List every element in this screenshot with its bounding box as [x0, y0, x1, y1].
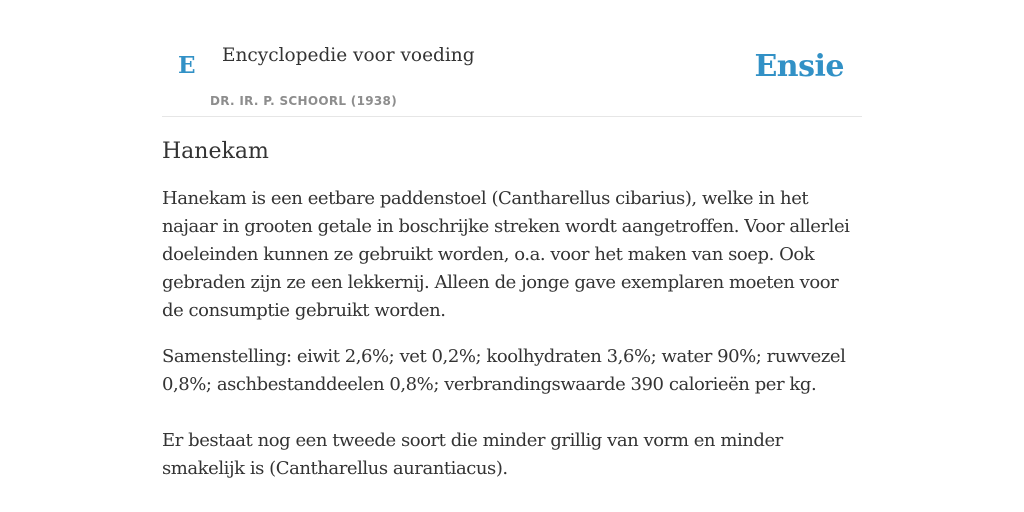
book-author: DR. IR. P. SCHOORL (1938)	[210, 94, 397, 108]
entry-paragraph: Hanekam is een eetbare paddenstoel (Cantharellus cibarius), welke in het najaar in grooten getale in boschrijke streken wordt aangetroffen. Voor allerlei doeleinden kunnen ze gebruikt worden, o.a. voor het maken van soep. Ook gebraden zijn ze een lekkernij. Alleen de jonge gave exemplaren moeten voor de consumptie gebruikt worden.	[162, 187, 850, 321]
book-title-link[interactable]: Encyclopedie voor voeding	[222, 45, 475, 66]
entry-paragraph: Er bestaat nog een tweede soort die minder grillig van vorm en minder smakelijk is (Cantharellus aurantiacus).	[162, 429, 783, 479]
entry-content	[162, 138, 862, 501]
ensie-logo-link[interactable]: Ensie	[754, 49, 844, 84]
site-header	[162, 0, 862, 117]
entry-paragraph: Samenstelling: eiwit 2,6%; vet 0,2%; koolhydraten 3,6%; water 90%; ruwvezel 0,8%; aschbestanddeelen 0,8%; verbrandingswaarde 390 calorieën per kg.	[162, 345, 846, 395]
entry-title: Hanekam	[162, 139, 269, 164]
book-logo-icon[interactable]: E	[178, 52, 196, 79]
